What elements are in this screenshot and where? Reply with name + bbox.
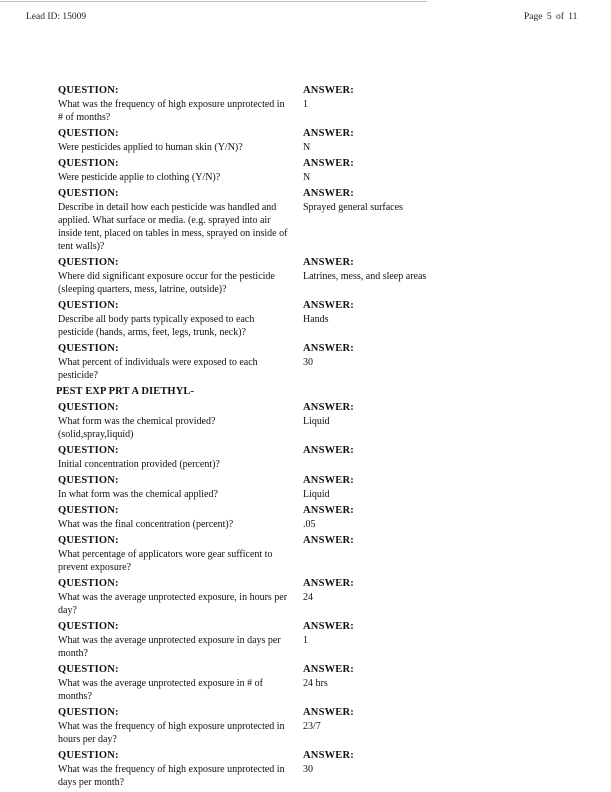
question-text: What was the average unprotected exposure in days per month? xyxy=(58,635,281,659)
answer-label: ANSWER: xyxy=(303,128,354,139)
qa-item xyxy=(58,474,458,501)
qa-item xyxy=(58,444,458,471)
qa-item xyxy=(58,299,458,339)
answer-label: ANSWER: xyxy=(303,402,354,413)
answer-label: ANSWER: xyxy=(303,505,354,516)
question-text: What was the final concentration (percent)? xyxy=(58,519,234,530)
qa-item xyxy=(58,157,458,184)
answer-text: N xyxy=(303,142,311,153)
answer-text: 30 xyxy=(303,357,313,368)
question-text: What was the frequency of high exposure unprotected in hours per day? xyxy=(58,721,285,745)
question-label: QUESTION: xyxy=(58,621,119,632)
answer-text: Latrines, mess, and sleep areas xyxy=(303,271,427,282)
question-label: QUESTION: xyxy=(58,402,119,413)
question-label: QUESTION: xyxy=(58,257,119,268)
question-text: What percentage of applicators wore gear sufficent to prevent exposure? xyxy=(58,549,273,573)
qa-item xyxy=(58,127,458,154)
question-label: QUESTION: xyxy=(58,535,119,546)
qa-item xyxy=(58,706,458,746)
question-label: QUESTION: xyxy=(58,750,119,761)
answer-text: Liquid xyxy=(303,489,330,500)
qa-item xyxy=(58,256,458,296)
answer-label: ANSWER: xyxy=(303,750,354,761)
answer-label: ANSWER: xyxy=(303,621,354,632)
answer-text: N xyxy=(303,172,311,183)
qa-item xyxy=(58,534,458,574)
question-text: What was the frequency of high exposure unprotected in days per month? xyxy=(58,764,285,788)
qa-item xyxy=(58,342,458,382)
question-label: QUESTION: xyxy=(58,343,119,354)
answer-label: ANSWER: xyxy=(303,535,354,546)
question-text: What was the average unprotected exposure in # of months? xyxy=(58,678,263,702)
qa-item xyxy=(58,401,458,441)
answer-text: 23/7 xyxy=(303,721,321,732)
lead-id: Lead ID: 15009 xyxy=(26,12,87,22)
answer-label: ANSWER: xyxy=(303,188,354,199)
qa-list-after xyxy=(58,401,458,789)
page-number: Page 5 of 11 xyxy=(524,12,578,22)
answer-label: ANSWER: xyxy=(303,158,354,169)
answer-text: 1 xyxy=(303,99,308,110)
question-text: Describe in detail how each pesticide was handled and applied. What surface or media. (e.g. sprayed into air inside tent, placed on tables in mess, sprayed on inside of tent walls)? xyxy=(58,202,288,252)
question-label: QUESTION: xyxy=(58,475,119,486)
answer-text: Liquid xyxy=(303,416,330,427)
qa-content xyxy=(58,84,458,792)
answer-text: 24 xyxy=(303,592,313,603)
qa-item xyxy=(58,577,458,617)
answer-label: ANSWER: xyxy=(303,578,354,589)
question-text: In what form was the chemical applied? xyxy=(58,489,218,500)
answer-label: ANSWER: xyxy=(303,343,354,354)
question-label: QUESTION: xyxy=(58,664,119,675)
question-label: QUESTION: xyxy=(58,85,119,96)
qa-item xyxy=(58,749,458,789)
question-label: QUESTION: xyxy=(58,707,119,718)
answer-text: 1 xyxy=(303,635,308,646)
question-label: QUESTION: xyxy=(58,158,119,169)
answer-text: .05 xyxy=(303,519,316,530)
qa-item xyxy=(58,84,458,124)
top-rule xyxy=(0,1,427,2)
question-label: QUESTION: xyxy=(58,188,119,199)
question-label: QUESTION: xyxy=(58,128,119,139)
question-label: QUESTION: xyxy=(58,505,119,516)
question-label: QUESTION: xyxy=(58,445,119,456)
answer-label: ANSWER: xyxy=(303,475,354,486)
question-text: Were pesticides applied to human skin (Y/N)? xyxy=(58,142,243,153)
answer-text: 30 xyxy=(303,764,313,775)
question-text: What form was the chemical provided?(solid,spray,liquid) xyxy=(58,416,216,440)
section-title: PEST EXP PRT A DIETHYL- xyxy=(56,386,195,397)
answer-label: ANSWER: xyxy=(303,445,354,456)
answer-label: ANSWER: xyxy=(303,85,354,96)
answer-label: ANSWER: xyxy=(303,707,354,718)
question-text: What was the frequency of high exposure unprotected in # of months? xyxy=(58,99,285,123)
qa-item xyxy=(58,620,458,660)
answer-label: ANSWER: xyxy=(303,257,354,268)
question-text: What was the average unprotected exposure, in hours per day? xyxy=(58,592,288,616)
answer-text: Sprayed general surfaces xyxy=(303,202,403,213)
question-label: QUESTION: xyxy=(58,300,119,311)
question-text: Were pesticide applie to clothing (Y/N)? xyxy=(58,172,221,183)
answer-text: Hands xyxy=(303,314,329,325)
question-text: Describe all body parts typically exposed to each pesticide (hands, arms, feet, legs, trunk, neck)? xyxy=(58,314,255,338)
question-text: What percent of individuals were exposed to each pesticide? xyxy=(58,357,258,381)
answer-text: 24 hrs xyxy=(303,678,328,689)
qa-item xyxy=(58,187,458,253)
question-label: QUESTION: xyxy=(58,578,119,589)
question-text: Where did significant exposure occur for the pesticide (sleeping quarters, mess, latrine, outside)? xyxy=(58,271,275,295)
qa-item xyxy=(58,663,458,703)
qa-item xyxy=(58,504,458,531)
qa-list-before xyxy=(58,84,458,382)
question-text: Initial concentration provided (percent)? xyxy=(58,459,220,470)
answer-label: ANSWER: xyxy=(303,664,354,675)
answer-label: ANSWER: xyxy=(303,300,354,311)
